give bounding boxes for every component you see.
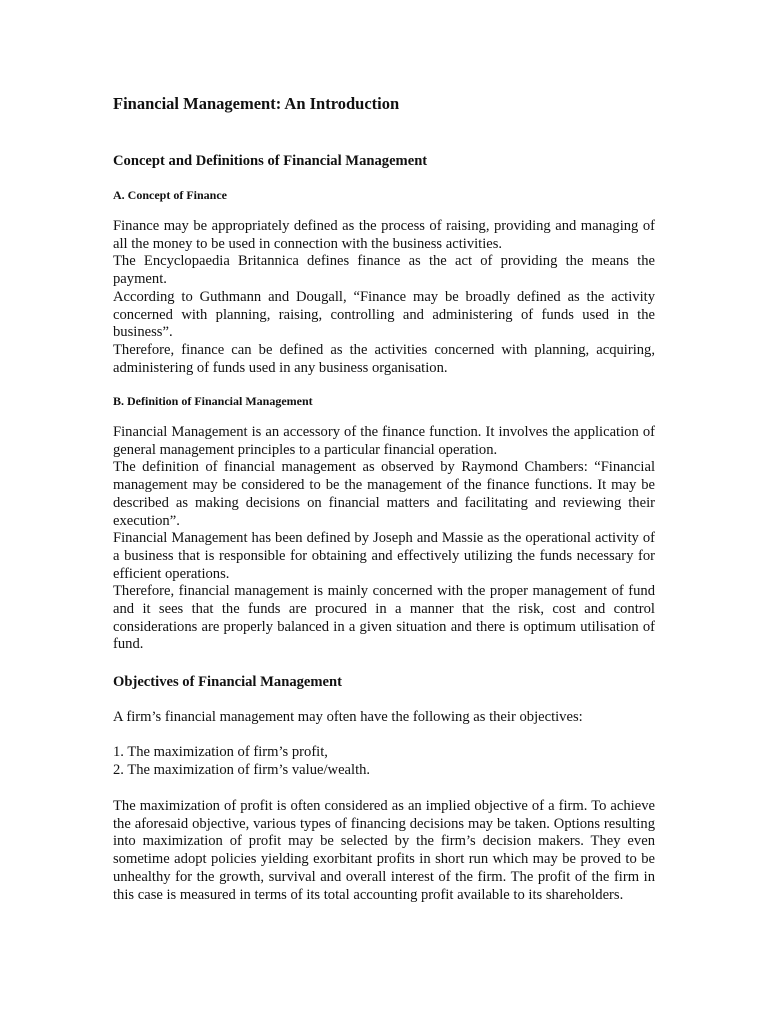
paragraph: Finance may be appropriately defined as the process of raising, providing and managing of all the money to be used in connection with the business activities. <box>113 218 655 252</box>
definition-of-financial-management-text <box>113 424 655 654</box>
subheading-definition-of-financial-management: B. Definition of Financial Management <box>113 394 313 408</box>
paragraph: Financial Management is an accessory of the finance function. It involves the application of general management principles to a particular financial operation. <box>113 424 655 458</box>
concept-of-finance-text <box>113 218 655 377</box>
list-item: 1. The maximization of firm’s profit, <box>113 744 328 760</box>
objectives-intro: A firm’s financial management may often have the following as their objectives: <box>113 709 583 725</box>
profit-maximization-paragraph: The maximization of profit is often considered as an implied objective of a firm. To achieve the aforesaid objective, various types of financing decisions may be taken. Options resulting into maximization of profit may be selected by the firm’s decision makers. They even sometime adopt policies yielding exorbitant profits in short run which may be proved to be unhealthy for the growth, survival and overall interest of the firm. The profit of the firm in this case is measured in terms of its total accounting profit available to its shareholders. <box>113 798 655 903</box>
paragraph: According to Guthmann and Dougall, “Finance may be broadly defined as the activity concerned with planning, raising, controlling and administering of funds used in the business”. <box>113 288 655 341</box>
paragraph: The Encyclopaedia Britannica defines finance as the act of providing the means the payment. <box>113 253 655 288</box>
paragraph: Financial Management has been defined by Joseph and Massie as the operational activity of a business that is responsible for obtaining and effectively utilizing the funds necessary for efficient operations. <box>113 530 655 582</box>
section-heading-concept-definitions: Concept and Definitions of Financial Management <box>113 153 428 169</box>
list-item: 2. The maximization of firm’s value/wealth. <box>113 761 371 778</box>
paragraph: Therefore, finance can be defined as the activities concerned with planning, acquiring, administering of funds used in any business organisation. <box>113 341 655 376</box>
subheading-concept-of-finance: A. Concept of Finance <box>113 188 227 202</box>
objectives-list <box>113 744 655 779</box>
page-title: Financial Management: An Introduction <box>113 94 400 113</box>
section-heading-objectives: Objectives of Financial Management <box>113 674 343 690</box>
paragraph: Therefore, financial management is mainly concerned with the proper management of fund and it sees that the funds are procured in a manner that the risk, cost and control considerations are properly balanced in a given situation and there is optimum utilisation of fund. <box>113 583 655 653</box>
paragraph: The definition of financial management as observed by Raymond Chambers: “Financial management may be considered to be the management of the finance functions. It may be described as making decisions on financial matters and facilitating and reviewing their execution”. <box>113 459 655 529</box>
